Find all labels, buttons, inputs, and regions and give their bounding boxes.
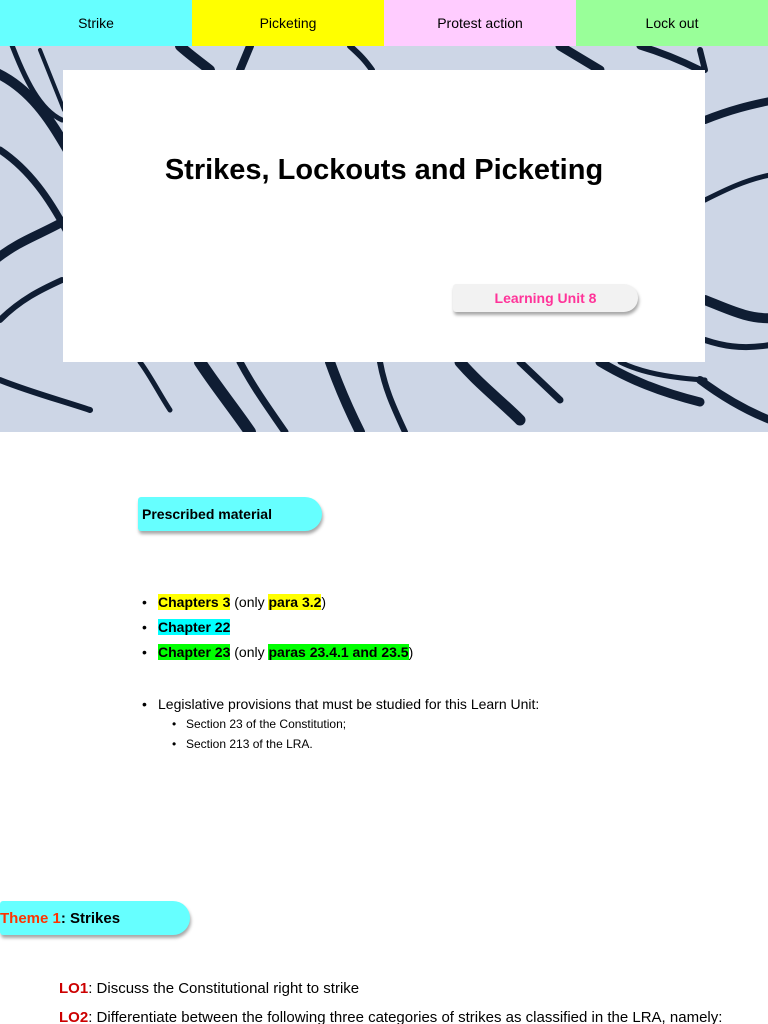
chapter-23-note: (only (230, 644, 269, 660)
lo2-text: : Differentiate between the following three categories of strikes as classified in the LRA, namely: (88, 1009, 723, 1024)
list-item (142, 615, 413, 640)
title-slide (0, 0, 768, 432)
legislative-item: Section 213 of the LRA. (186, 737, 313, 751)
legislative-sub-list (172, 714, 346, 754)
tab-lock-out[interactable]: Lock out (576, 0, 768, 46)
list-item (172, 714, 346, 734)
prescribed-material-slide (0, 432, 768, 864)
bullet-glyph: • (142, 696, 147, 712)
theme-title: : Strikes (60, 909, 121, 927)
learning-outcome-2 (59, 1009, 722, 1024)
para-3-2-highlight: para 3.2 (268, 594, 322, 610)
section-tabs (0, 0, 768, 46)
chapter-22-highlight: Chapter 22 (158, 619, 231, 635)
lo2-tag: LO2 (59, 1009, 89, 1024)
chapter-23-close: ) (408, 644, 414, 660)
slide-title: Strikes, Lockouts and Picketing (164, 154, 604, 186)
legislative-item: Section 23 of the Constitution; (186, 717, 347, 731)
chapter-3-highlight: Chapters 3 (158, 594, 231, 610)
chapter-3-note: (only (230, 594, 269, 610)
theme-slide (0, 864, 768, 1024)
tab-strike[interactable]: Strike (0, 0, 192, 46)
bullet-glyph: • (142, 619, 147, 635)
list-item (142, 640, 413, 665)
lo1-text: : Discuss the Constitutional right to strike (88, 980, 360, 997)
paras-23-highlight: paras 23.4.1 and 23.5 (268, 644, 409, 660)
bullet-glyph: • (142, 594, 147, 610)
list-item (142, 590, 413, 615)
chapter-list (142, 590, 413, 665)
title-card (63, 70, 705, 362)
theme-number: Theme 1 (0, 909, 61, 927)
chapter-23-highlight: Chapter 23 (158, 644, 231, 660)
legislative-intro: Legislative provisions that must be studied for this Learn Unit: (158, 696, 540, 712)
learning-outcome-1 (59, 980, 359, 997)
learning-unit-label: Learning Unit 8 (453, 284, 638, 312)
bullet-glyph: • (172, 737, 177, 751)
tab-protest-action[interactable]: Protest action (384, 0, 576, 46)
list-item (172, 734, 346, 754)
theme-heading (0, 901, 190, 935)
bullet-glyph: • (142, 644, 147, 660)
chapter-3-close: ) (321, 594, 327, 610)
lo1-tag: LO1 (59, 980, 89, 997)
bullet-glyph: • (172, 717, 177, 731)
tab-picketing[interactable]: Picketing (192, 0, 384, 46)
prescribed-material-heading: Prescribed material (138, 497, 322, 531)
